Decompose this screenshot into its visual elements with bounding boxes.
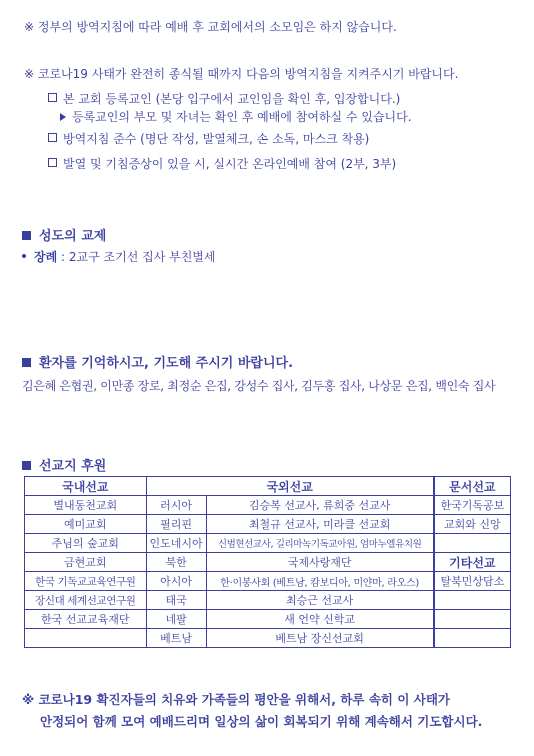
domestic-cell: 장신대 세계선교연구원 — [25, 591, 147, 610]
header-literature: 문서선교 — [434, 477, 511, 496]
bullet-online — [48, 155, 396, 172]
country-cell: 태국 — [146, 591, 206, 610]
missions-title: 선교지 후원 — [39, 459, 107, 474]
overseas-cell: 한·이봉사회 (베트남, 캄보디아, 미얀마, 라오스) — [206, 572, 434, 591]
table-row — [25, 610, 511, 629]
square-bullet-icon — [22, 231, 31, 240]
header-overseas: 국외선교 — [146, 477, 434, 496]
other-cell: 탈북민상담소 — [434, 572, 511, 591]
domestic-cell: 예미교회 — [25, 515, 147, 534]
funeral-line — [22, 248, 215, 265]
bullet-guidelines — [48, 130, 369, 147]
square-bullet-icon — [22, 461, 31, 470]
domestic-cell: 금현교회 — [25, 553, 147, 572]
funeral-label: 장례 — [34, 250, 58, 264]
checkbox-square-icon — [48, 158, 57, 167]
bullet-online-text: 발열 및 기침증상이 있을 시, 실시간 온라인예배 참여 (2부, 3부) — [63, 157, 397, 171]
bullet-registered — [48, 90, 400, 107]
empty-cell — [434, 534, 511, 553]
empty-cell — [25, 629, 147, 648]
literature-cell: 한국기독공보 — [434, 496, 511, 515]
fellowship-title: 성도의 교제 — [39, 229, 107, 244]
missions-heading — [22, 455, 106, 474]
country-cell: 아시아 — [146, 572, 206, 591]
bullet-guidelines-text: 방역지침 준수 (명단 작성, 발열체크, 손 소독, 마스크 착용) — [63, 132, 370, 146]
overseas-cell: 베트남 장신선교회 — [206, 629, 434, 648]
overseas-cell: 김승복 선교사, 류희중 선교사 — [206, 496, 434, 515]
overseas-cell: 새 언약 신학교 — [206, 610, 434, 629]
checkbox-square-icon — [48, 93, 57, 102]
country-cell: 베트남 — [146, 629, 206, 648]
empty-cell — [434, 591, 511, 610]
table-row — [25, 496, 511, 515]
patient-names: 김은혜 은협권, 이만종 장로, 최정순 은집, 강성수 집사, 김두홍 집사, 나상문 은집, 백인숙 집사 — [22, 379, 496, 393]
domestic-cell: 별내동천교회 — [25, 496, 147, 515]
sub-bullet-family — [60, 108, 412, 125]
domestic-cell: 한국 선교교육재단 — [25, 610, 147, 629]
literature-cell: 교회와 신앙 — [434, 515, 511, 534]
header-other: 기타선교 — [434, 553, 511, 572]
notice-line-2: ※ 코로나19 사태가 완전히 종식될 때까지 다음의 방역지침을 지켜주시기 바랍니다. — [24, 67, 459, 81]
patients-title: 환자를 기억하시고, 기도해 주시기 바랍니다. — [39, 356, 294, 371]
domestic-cell: 주님의 숲교회 — [25, 534, 147, 553]
country-cell: 필리핀 — [146, 515, 206, 534]
empty-cell — [434, 610, 511, 629]
overseas-cell: 최철규 선교사, 미라클 선교회 — [206, 515, 434, 534]
missions-table — [24, 476, 511, 648]
table-header-row — [25, 477, 511, 496]
fellowship-heading — [22, 225, 106, 244]
square-bullet-icon — [22, 358, 31, 367]
checkbox-square-icon — [48, 133, 57, 142]
overseas-cell: 국제사랑재단 — [206, 553, 434, 572]
country-cell: 북한 — [146, 553, 206, 572]
table-row — [25, 629, 511, 648]
patients-heading — [22, 352, 293, 371]
table-row — [25, 572, 511, 591]
triangle-right-icon — [60, 113, 66, 121]
closing-line-2: 안정되어 함께 모여 예배드리며 일상의 삶이 회복되기 위해 계속해서 기도합시다. — [40, 714, 483, 729]
table-row — [25, 515, 511, 534]
overseas-cell: 신범현선교사, 길리마녹기독교아원, 엄마누엘유치원 — [206, 534, 434, 553]
dot-bullet-icon — [22, 254, 26, 258]
table-row — [25, 534, 511, 553]
header-domestic: 국내선교 — [25, 477, 147, 496]
table-row — [25, 591, 511, 610]
table-row — [25, 553, 511, 572]
domestic-cell: 한국 기독교교육연구원 — [25, 572, 147, 591]
closing-line-1: ※ 코로나19 확진자들의 치유와 가족들의 평안을 위해서, 하루 속히 이 사태가 — [22, 692, 450, 707]
country-cell: 네팔 — [146, 610, 206, 629]
bullet-registered-text: 본 교회 등록교인 (본당 입구에서 교인임을 확인 후, 입장합니다.) — [63, 92, 401, 106]
funeral-text: : 2교구 조기선 집사 부친별세 — [61, 250, 216, 264]
notice-line-1: ※ 정부의 방역지침에 따라 예배 후 교회에서의 소모임은 하지 않습니다. — [24, 20, 397, 34]
empty-cell — [434, 629, 511, 648]
overseas-cell: 최승근 선교사 — [206, 591, 434, 610]
sub-bullet-text: 등록교인의 부모 및 자녀는 확인 후 예배에 참여하실 수 있습니다. — [72, 110, 412, 124]
country-cell: 러시아 — [146, 496, 206, 515]
country-cell: 인도네시아 — [146, 534, 206, 553]
